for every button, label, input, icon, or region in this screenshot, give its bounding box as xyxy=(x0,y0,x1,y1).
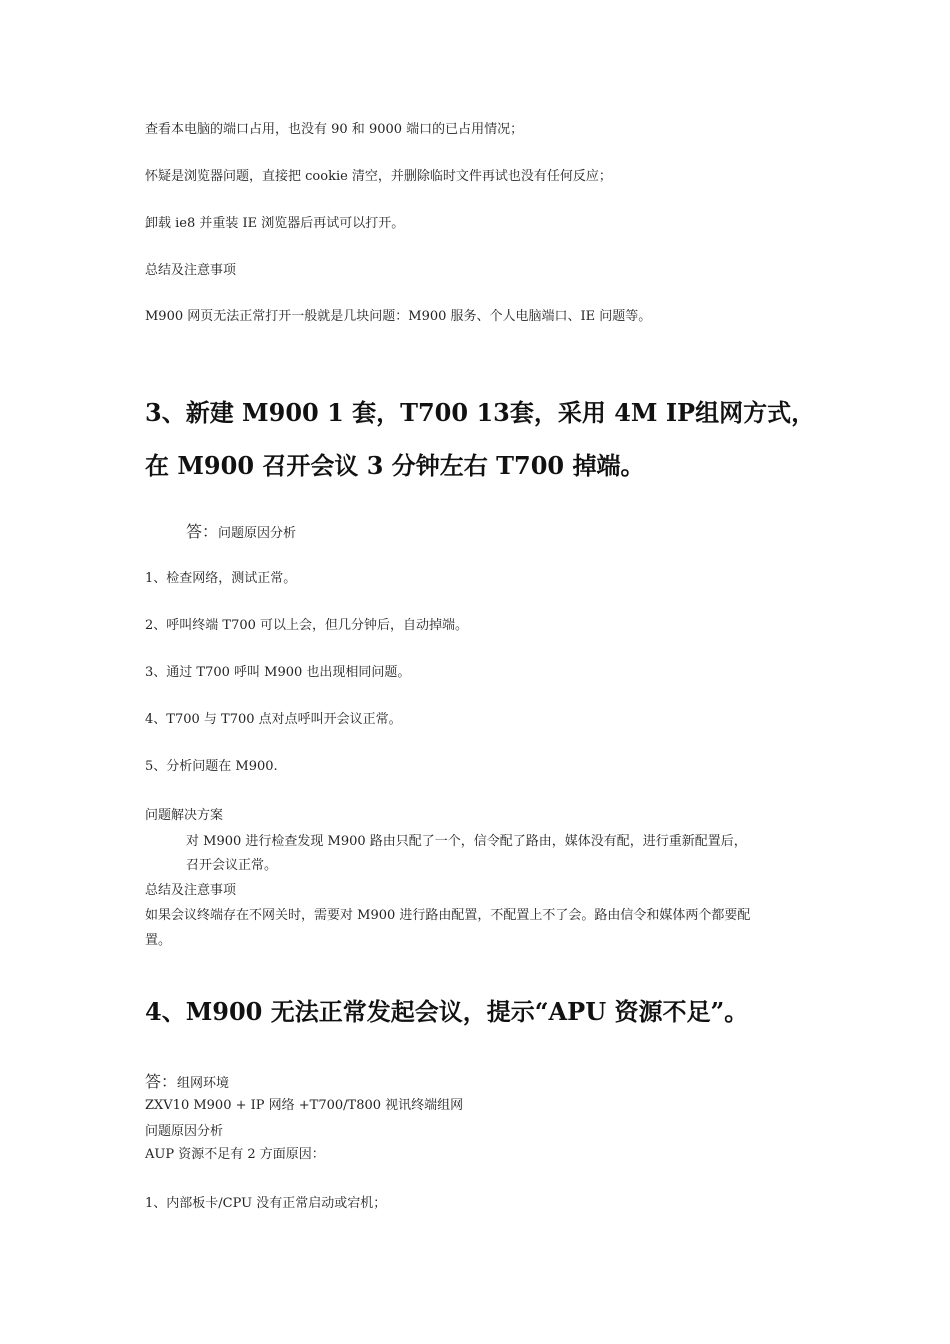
env-text: ZXV10 M900 + IP 网络 +T700/T800 视讯终端组网 xyxy=(145,1098,464,1113)
list-item: 4、T700 与 T700 点对点呼叫开会议正常。 xyxy=(145,712,402,727)
answer-line xyxy=(186,523,296,543)
analysis-text: AUP 资源不足有 2 方面原因： xyxy=(145,1147,325,1162)
summary-text-cont: 置。 xyxy=(145,933,172,948)
section-4-heading: 4、M900 无法正常发起会议，提示“APU 资源不足”。 xyxy=(145,997,749,1026)
list-item: 3、通过 T700 呼叫 M900 也出现相同问题。 xyxy=(145,665,411,680)
text-line: 怀疑是浏览器问题，直接把 cookie 清空，并删除临时文件再试也没有任何反应； xyxy=(145,169,612,184)
text-line: 卸载 ie8 并重装 IE 浏览器后再试可以打开。 xyxy=(145,216,405,231)
list-item: 1、检查网络，测试正常。 xyxy=(145,571,297,586)
solution-title: 问题解决方案 xyxy=(145,808,224,823)
summary-title: 总结及注意事项 xyxy=(145,883,237,898)
summary-text: 如果会议终端存在不网关时，需要对 M900 进行路由配置，不配置上不了会。路由信令和媒体两个都要配 xyxy=(145,908,751,923)
analysis-title: 问题原因分析 xyxy=(145,1124,224,1139)
solution-text: 对 M900 进行检查发现 M900 路由只配了一个，信令配了路由，媒体没有配，进行重新配置后， xyxy=(186,834,747,849)
list-item: 1、内部板卡/CPU 没有正常启动或宕机； xyxy=(145,1196,387,1211)
summary-heading: 总结及注意事项 xyxy=(145,263,237,278)
list-item: 5、分析问题在 M900. xyxy=(145,759,278,774)
section-3-heading-line1: 3、新建 M900 1 套，T700 13套，采用 4M IP组网方式， xyxy=(145,398,816,427)
text-line: 查看本电脑的端口占用，也没有 90 和 9000 端口的已占用情况； xyxy=(145,122,524,137)
section-3-heading-line2: 在 M900 召开会议 3 分钟左右 T700 掉端。 xyxy=(145,451,645,480)
answer-line xyxy=(145,1073,229,1093)
text-line: M900 网页无法正常打开一般就是几块问题：M900 服务、个人电脑端口、IE 问题等。 xyxy=(145,309,652,324)
answer-label: 答： xyxy=(145,1072,178,1091)
list-item: 2、呼叫终端 T700 可以上会，但几分钟后，自动掉端。 xyxy=(145,618,469,633)
env-title: 组网环境 xyxy=(177,1076,230,1091)
solution-text-cont: 召开会议正常。 xyxy=(186,858,278,873)
answer-label: 答： xyxy=(186,522,219,541)
analysis-title: 问题原因分析 xyxy=(218,526,297,541)
